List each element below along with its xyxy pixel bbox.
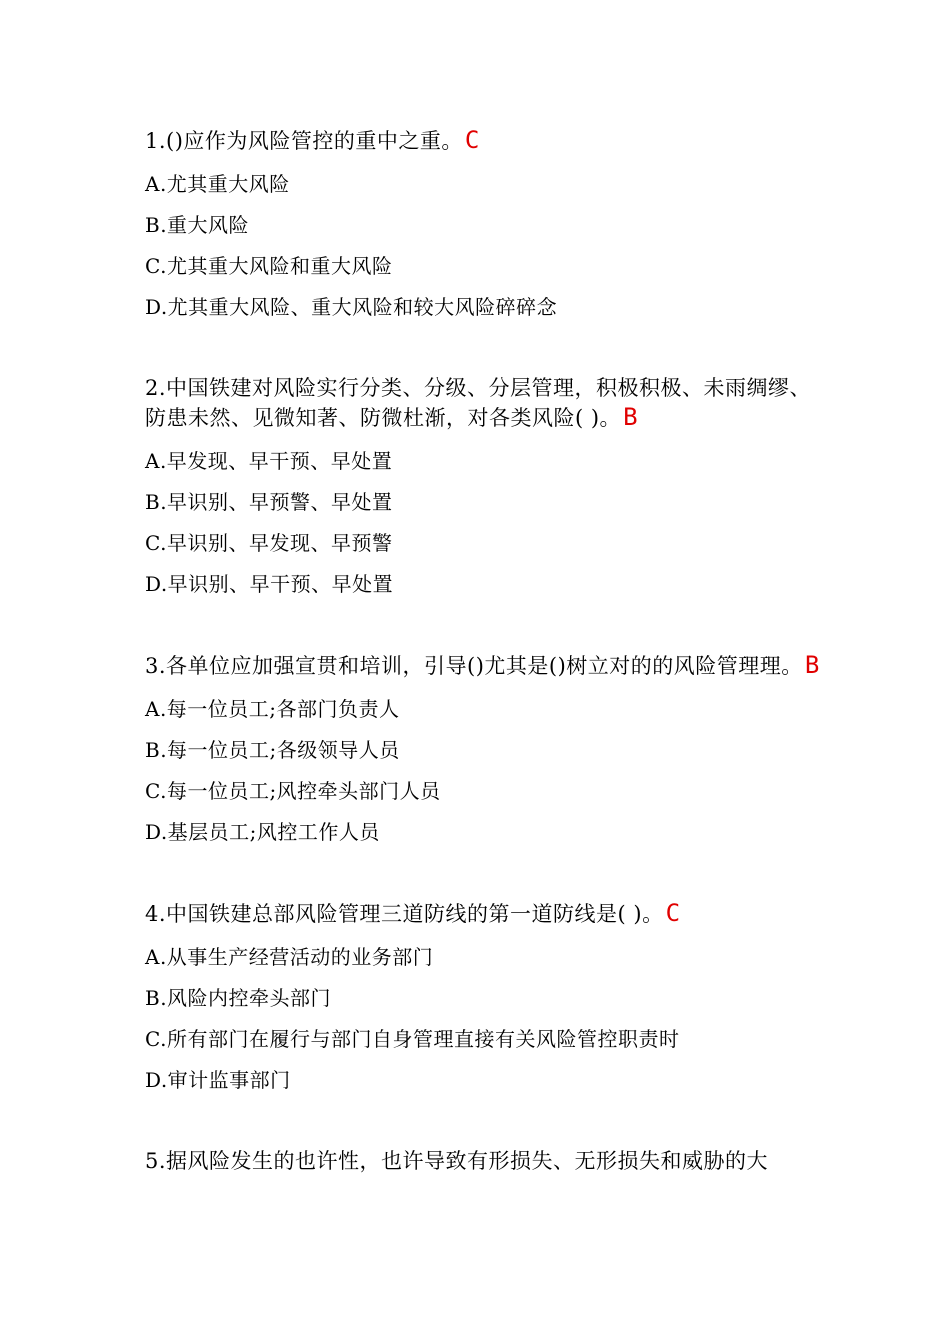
option-a: A.尤其重大风险 [145, 172, 290, 196]
question-stem-text: 4.中国铁建总部风险管理三道防线的第一道防线是( )。 [145, 902, 664, 926]
question-stem [145, 651, 825, 681]
option-d: D.早识别、早干预、早处置 [145, 572, 394, 596]
option-b: B.重大风险 [145, 213, 250, 237]
answer-mark: B [623, 403, 639, 431]
option-d: D.审计监事部门 [145, 1068, 291, 1092]
option-c: C.尤其重大风险和重大风险 [145, 254, 393, 278]
option-b: B.每一位员工;各级领导人员 [145, 738, 400, 762]
question-stem-text: 1.()应作为风险管控的重中之重。 [145, 129, 463, 153]
option-a: A.从事生产经营活动的业务部门 [145, 945, 434, 969]
spacer [145, 611, 825, 651]
question-stem [145, 899, 825, 929]
document-page [145, 126, 825, 1190]
option-c: C.所有部门在履行与部门自身管理直接有关风险管控职责时 [145, 1027, 680, 1051]
option-b: B.风险内控牵头部门 [145, 986, 332, 1010]
question-stem-text: 5.据风险发生的也许性，也许导致有形损失、无形损失和威胁的大 [145, 1149, 769, 1173]
option-a: A.早发现、早干预、早处置 [145, 449, 393, 473]
question-5 [145, 1147, 825, 1176]
question-stem [145, 1147, 825, 1176]
question-1 [145, 126, 825, 321]
option-d: D.基层员工;风控工作人员 [145, 820, 380, 844]
question-2 [145, 374, 825, 598]
spacer [145, 334, 825, 374]
question-stem-text: 2.中国铁建对风险实行分类、分级、分层管理，积极积极、未雨绸缪、防患未然、见微知著、防微杜渐，对各类风险( )。 [145, 376, 812, 430]
question-4 [145, 899, 825, 1094]
question-stem [145, 374, 825, 433]
answer-mark: C [464, 126, 480, 154]
spacer [145, 859, 825, 899]
question-3 [145, 651, 825, 846]
option-b: B.早识别、早预警、早处置 [145, 490, 393, 514]
question-stem-text: 3.各单位应加强宣贯和培训，引导()尤其是()树立对的的风险管理理。 [145, 654, 803, 678]
answer-mark: C [665, 899, 681, 927]
option-d: D.尤其重大风险、重大风险和较大风险碎碎念 [145, 295, 558, 319]
spacer [145, 1107, 825, 1147]
answer-mark: B [804, 651, 820, 679]
option-c: C.早识别、早发现、早预警 [145, 531, 393, 555]
question-stem [145, 126, 825, 156]
option-c: C.每一位员工;风控牵头部门人员 [145, 779, 441, 803]
option-a: A.每一位员工;各部门负责人 [145, 697, 400, 721]
